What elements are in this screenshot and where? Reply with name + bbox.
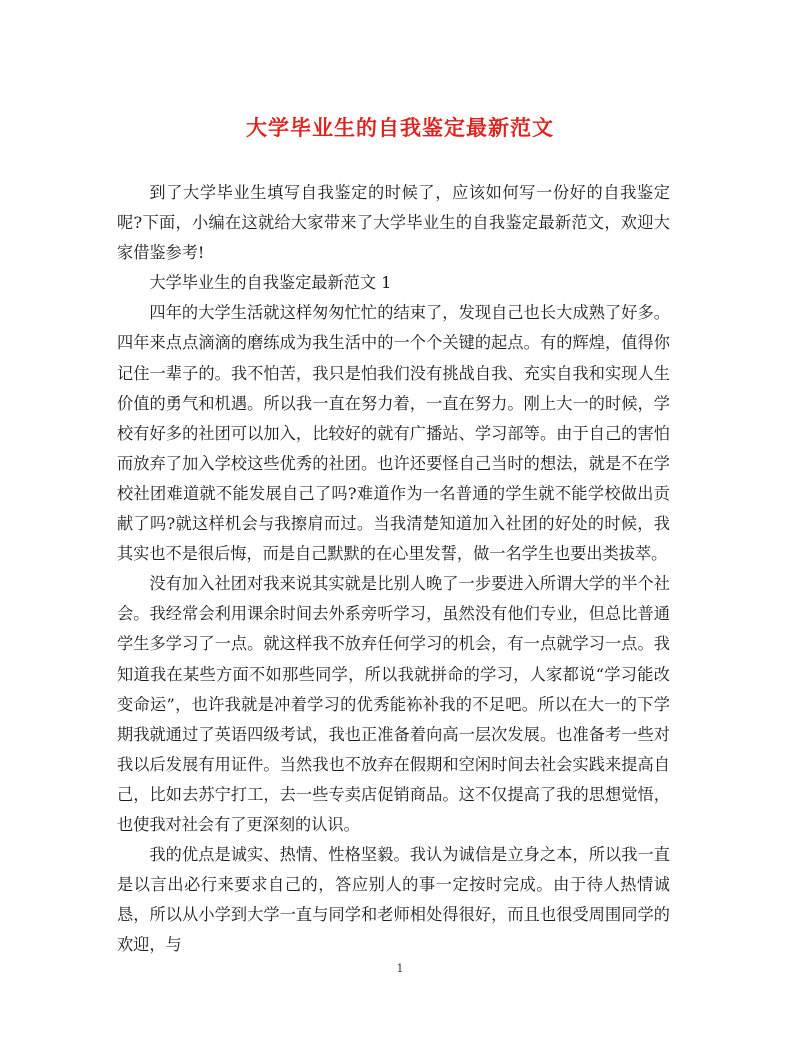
page-number: 1: [396, 962, 404, 975]
document-title: 大学毕业生的自我鉴定最新范文: [246, 115, 554, 140]
document-body: [117, 178, 670, 960]
body-paragraph-2: 没有加入社团对我来说其实就是比别人晚了一步要进入所谓大学的半个社会。我经常会利用课余时间去外系旁听学习，虽然没有他们专业，但总比普通学生多学习了一点。就这样我不放弃任何学习的机会，有一点就学习一点。我知道我在某些方面不如那些同学，所以我就拼命的学习，人家都说“学习能改变命运”，也许我就是冲着学习的优秀能袮补我的不足吧。所以在大一的下学期我就通过了英语四级考试，我也正准备着向高一层次发展。也准备考一些对我以后发展有用证件。当然我也不放弃在假期和空闲时间去社会实践来提高自己，比如去苏宁打工，去一些专卖店促销商品。这不仅提高了我的思想觉悟，也使我对社会有了更深刻的认识。: [117, 574, 670, 834]
body-paragraph-3: 我的优点是诚实、热情、性格坚毅。我认为诚信是立身之本，所以我一直是以言出必行来要求自己的，答应别人的事一定按时完成。由于待人热情诚恳，所以从小学到大学一直与同学和老师相处得很好，而且也很受周围同学的欢迎，与: [117, 845, 670, 955]
body-paragraph-1: 四年的大学生活就这样匆匆忙忙的结束了，发现自己也长大成熟了好多。四年来点点滴滴的磨练成为我生活中的一个个关键的起点。有的辉煌，值得你记住一辈子的。我不怕苦，我只是怕我们没有挑战自我、充实自我和实现人生价值的勇气和机遇。所以我一直在努力着，一直在努力。刚上大一的时候，学校有好多的社团可以加入，比较好的就有广播站、学习部等。由于自己的害怕而放弃了加入学校这些优秀的社团。也许还要怪自己当时的想法，就是不在学校社团难道就不能发展自己了吗?难道作为一名普通的学生就不能学校做出贡献了吗?就这样机会与我擦肩而过。当我清楚知道加入社团的好处的时候，我其实也不是很后悔，而是自己默默的在心里发誓，做一名学生也要出类拔萃。: [117, 303, 670, 564]
intro-paragraph: 到了大学毕业生填写自我鉴定的时候了，应该如何写一份好的自我鉴定呢?下面，小编在这就给大家带来了大学毕业生的自我鉴定最新范文，欢迎大家借鉴参考!: [117, 183, 670, 263]
section-heading: 大学毕业生的自我鉴定最新范文 1: [149, 273, 392, 293]
